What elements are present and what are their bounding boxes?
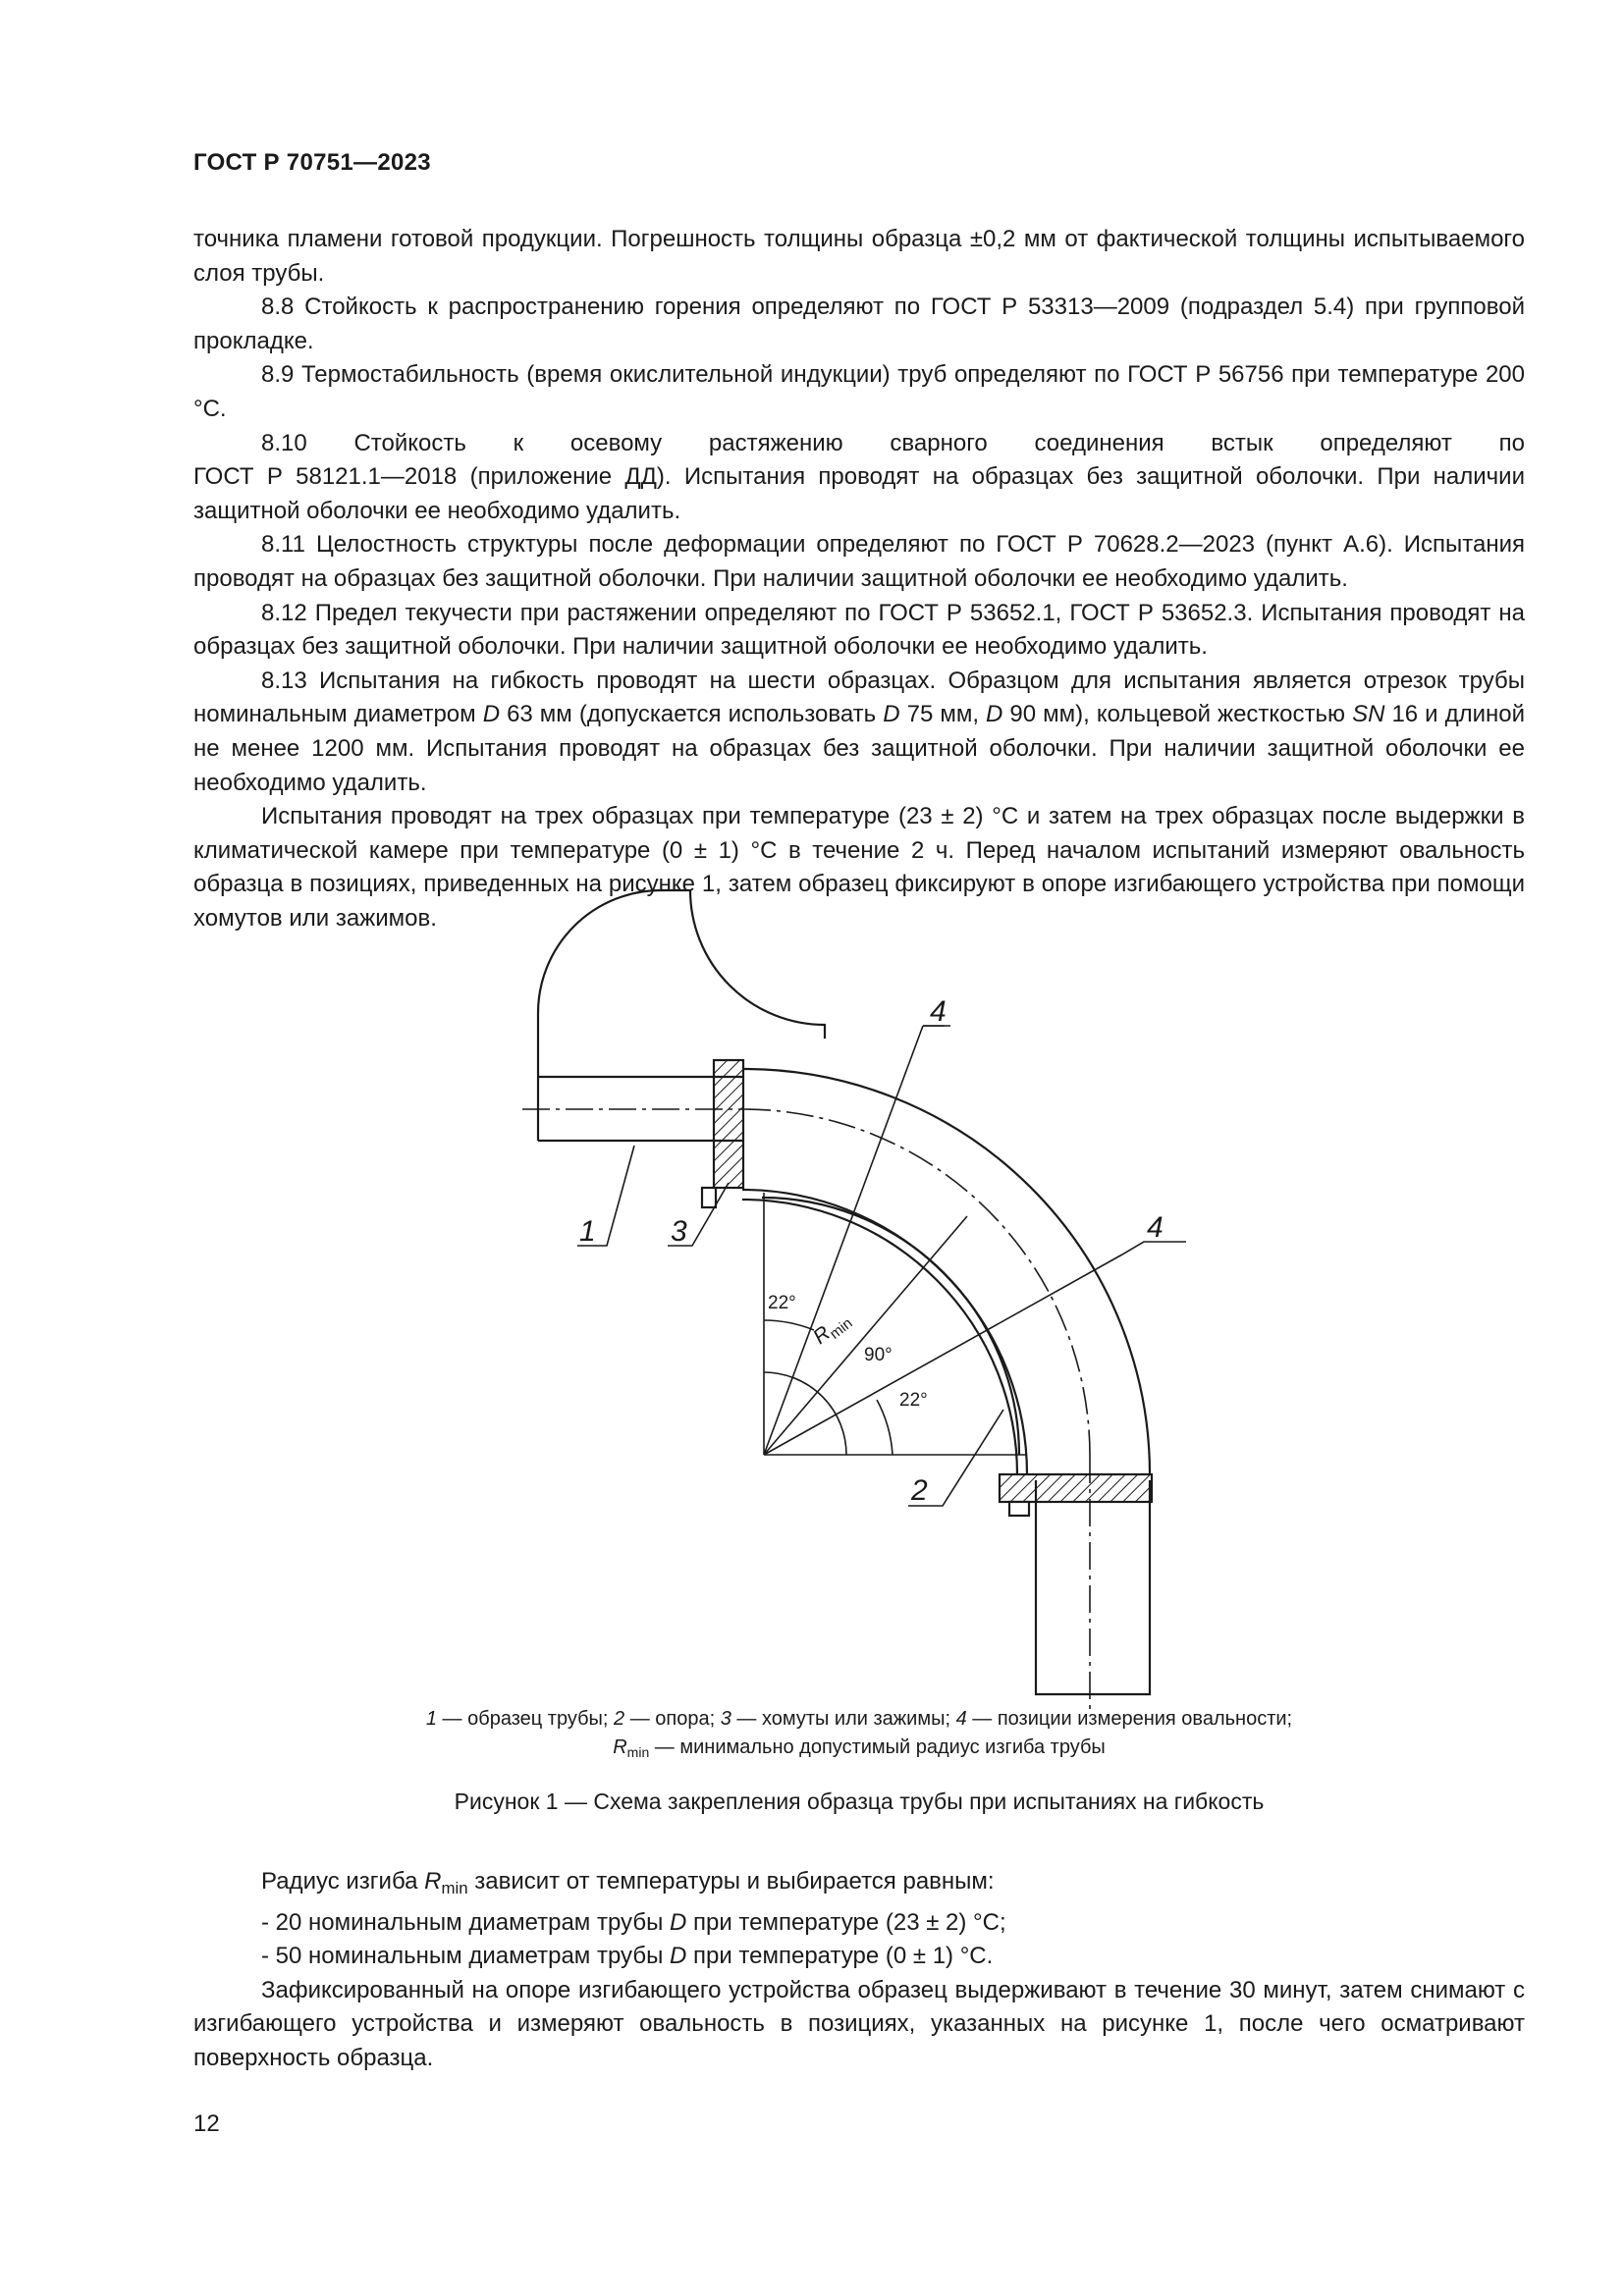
paragraph-final: Зафиксированный на опоре изгибающего устройства образец выдерживают в течение 30 минут, затем снимают с изгибающего устройства и измеряют овальность в позициях, указанных на рисунке 1, после чего осматривают поверхность образца. <box>193 1976 1525 2071</box>
list-item-50-diameters: - 50 номинальным диаметрам трубы D при температуре (0 ± 1) °С. <box>261 1943 994 1970</box>
angle-arc-22-right <box>877 1400 893 1455</box>
radius-lines <box>764 1026 1122 1455</box>
paragraph-8-9: 8.9 Термостабильность (время окислительной индукции) труб определяют по ГОСТ Р 56756 при температуре 200 °С. <box>193 361 1525 422</box>
clamp-bottom <box>1000 1474 1152 1502</box>
figure-label-support: 2 <box>911 1474 928 1507</box>
page-number: 12 <box>193 2110 220 2137</box>
paragraph-8-10-rest: ГОСТ Р 58121.1—2018 (приложение ДД). Испытания проводят на образцах без защитной оболочки. При наличии защитной оболочки ее необходимо удалить. <box>193 463 1525 524</box>
clamp-top-tab <box>702 1188 716 1207</box>
list-item-20-diameters: - 20 номинальным диаметрам трубы D при температуре (23 ± 2) °С; <box>261 1908 1006 1936</box>
paragraph-8-11: 8.11 Целостность структуры после деформации определяют по ГОСТ Р 70628.2—2023 (пункт А.6). Испытания проводят на образцах без защитной оболочки. При наличии защитной оболочки ее необходимо удалить. <box>193 531 1525 592</box>
figure-label-specimen: 1 <box>579 1215 596 1248</box>
figure-label-angle-right: 22° <box>899 1390 928 1411</box>
document-code-header: ГОСТ Р 70751—2023 <box>193 149 431 176</box>
pipe-bend-outer <box>744 1069 1150 1474</box>
body-text-bottom <box>193 1865 1525 2076</box>
centerline <box>522 1109 1090 1713</box>
paragraph-continuation: точника пламени готовой продукции. Погрешность толщины образца ±0,2 мм от фактической толщины испытываемого слоя трубы. <box>193 226 1525 287</box>
paragraph-8-8: 8.8 Стойкость к распространению горения определяют по ГОСТ Р 53313—2009 (подраздел 5.4) при групповой прокладке. <box>193 294 1525 354</box>
figure-label-angle-mid: 90° <box>864 1345 893 1365</box>
paragraph-test-procedure: Испытания проводят на трех образцах при температуре (23 ± 2) °С и затем на трех образцах после выдержки в климатической камере при температуре (0 ± 1) °С в течение 2 ч. Перед началом испытаний измеряют овальность образца в позициях, приведенных на рисунке 1, затем образец фиксируют в опоре изгибающего устройства при помощи хомутов или зажимов. <box>193 803 1525 932</box>
angle-arc-22-top <box>764 1320 814 1330</box>
figure-legend-line1: 1 — образец трубы; 2 — опора; 3 — хомуты или зажимы; 4 — позиции измерения овальности; <box>425 1708 1293 1730</box>
figure-legend-line2: $R_{min}$ — минимально допустимый радиус изгиба трубы <box>613 1736 1106 1761</box>
figure-label-clamps: 3 <box>671 1215 687 1248</box>
paragraph-bend-radius: Радиус изгиба $R_{min}$ зависит от температуры и выбирается равным: <box>261 1868 995 1898</box>
clamp-bottom-tab <box>1009 1502 1029 1516</box>
clamp-top <box>714 1060 743 1188</box>
paragraph-8-12: 8.12 Предел текучести при растяжении определяют по ГОСТ Р 53652.1, ГОСТ Р 53652.3. Испытания проводят на образцах без защитной оболочки. При наличии защитной оболочки ее необходимо удалить. <box>193 599 1525 661</box>
paragraph-8-10-line1: 8.10 Стойкость к осевому растяжению сварного соединения встык определяют по <box>261 429 1525 456</box>
figure-label-position-right: 4 <box>1147 1211 1164 1244</box>
paragraph-8-13: 8.13 Испытания на гибкость проводят на шести образцах. Образцом для испытания является отрезок трубы номинальным диаметром D 63 мм (допускается использовать D 75 мм, D 90 мм), кольцевой жесткостью SN 16 и длиной не менее 1200 мм. Испытания проводят на образцах без защитной оболочки. При наличии защитной оболочки ее необходимо удалить. <box>193 667 1526 796</box>
angle-arc-90 <box>764 1372 846 1455</box>
pipe-vertical-bottom <box>1036 1480 1150 1694</box>
figure-label-position-top: 4 <box>930 995 947 1028</box>
figure-label-angle-top: 22° <box>768 1293 796 1313</box>
figure-label-rmin: $R_{min}$ <box>808 1314 856 1349</box>
pipe-specimen <box>538 890 825 1077</box>
figure-caption: Рисунок 1 — Схема закрепления образца трубы при испытаниях на гибкость <box>454 1789 1265 1814</box>
